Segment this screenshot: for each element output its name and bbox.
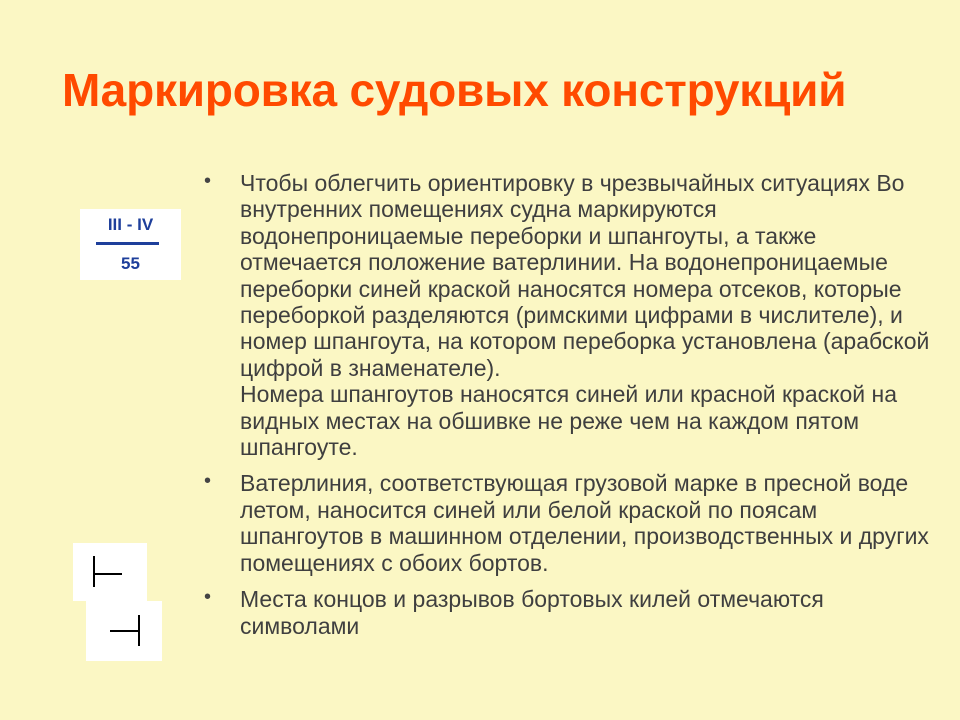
marking-denominator: 55 (121, 254, 140, 273)
marking-numerator: III - IV (107, 215, 154, 234)
bullet-item-1 (204, 170, 936, 460)
bullet-1-paragraph-1: • Чтобы облегчить ориентировку в чрезвычайных ситуациях Во внутренних помещениях судна маркируются водонепроницаемые переборки и шпангоуты, а также отмечается положение ватерлинии. На водонепроницаемые переборки синей краской наносятся номера отсеков, которые переборкой разделяются (римскими цифрами в числителе), и номер шпангоута, на котором переборка установлена (арабской цифрой в знаменателе). (240, 170, 930, 381)
keel-start-symbol-icon (73, 543, 147, 601)
slide-title: Маркировка судовых конструкций (62, 64, 847, 116)
bulkhead-marking-example (80, 209, 181, 280)
bullet-list (204, 170, 936, 649)
fraction-line (96, 242, 159, 245)
keel-end-symbol-box (86, 601, 162, 661)
keel-start-symbol-box (73, 543, 147, 601)
bullet-1-paragraph-2: Номера шпангоутов наносятся синей или красной краской на видных местах на обшивке не реже чем на каждом пятом шпангоуте. (240, 381, 897, 461)
bullet-3-text: Места концов и разрывов бортовых килей отмечаются символами (240, 586, 824, 639)
bullet-item-3 (204, 586, 936, 639)
bullet-item-2 (204, 470, 936, 576)
bullet-2-text: Ватерлиния, соответствующая грузовой марке в пресной воде летом, наносится синей или белой краской по поясам шпангоутов в машинном отделении, производственных и других помещениях с обоих бортов. (240, 470, 929, 576)
keel-end-symbol-icon (86, 601, 162, 661)
